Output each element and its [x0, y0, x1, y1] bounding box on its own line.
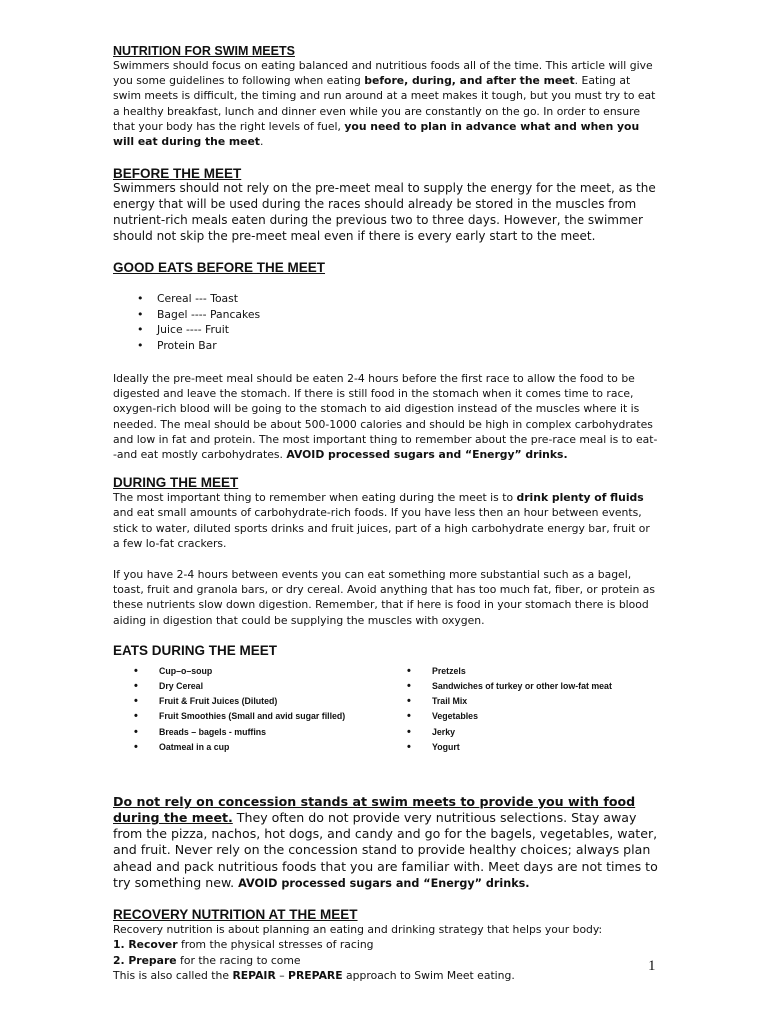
recovery-approach: [113, 968, 658, 983]
recovery-intro: Recovery nutrition is about planning an eating and drinking strategy that helps your body:: [113, 923, 603, 937]
list-item: • Protein Bar: [157, 338, 658, 353]
premeal-text: Ideally the pre-meet meal should be eaten 2-4 hours before the first race to allow the food to be digested and leave the stomach. If there is still food in the stomach when it comes time to race, oxygen-rich blood will be going to the stomach to aid digestion instead of the muscles where it is needed. The meal should be about 500-1000 calories and should be high in complex carbohydrates and low in fat and protein. The most important thing to remember about the pre-race meal is to eat--and eat mostly carbohydrates.: [113, 372, 658, 462]
list-item: • Oatmeal in a cup: [134, 740, 345, 755]
list-item: • Fruit & Fruit Juices (Diluted): [134, 694, 345, 709]
list-item: • Dry Cereal: [134, 679, 345, 694]
premeal-paragraph: [113, 371, 658, 462]
during-paragraph: [113, 490, 658, 551]
during-paragraph-2: If you have 2-4 hours between events you can eat something more substantial such as a bagel, toast, fruit and granola bars, or dry cereal. Avoid anything that has too much fat, fiber, or protein as these nutrients slow down digestion. Remember, that if here is food in your stomach there is blood aiding in digestion that could be supplying the muscles with oxygen.: [113, 568, 656, 627]
list-item: • Vegetables: [407, 709, 612, 724]
recovery-approach-text-2: approach to Swim Meet eating.: [342, 968, 515, 982]
recovery-point-2: [113, 953, 658, 968]
list-item: • Trail Mix: [407, 694, 612, 709]
list-item: • Cereal --- Toast: [157, 291, 658, 306]
before-heading: BEFORE THE MEET: [113, 166, 242, 182]
concession-paragraph: [113, 794, 658, 892]
good-eats-heading: GOOD EATS BEFORE THE MEET: [113, 260, 326, 276]
recovery-point-2-text: for the racing to come: [176, 953, 301, 967]
intro-paragraph: [113, 58, 658, 149]
list-item: • Juice ---- Fruit: [157, 322, 658, 337]
premeal-warning: AVOID processed sugars and “Energy” drinks.: [286, 448, 568, 462]
eats-right-column: [407, 664, 612, 755]
document-page: [113, 44, 658, 983]
list-item: • Jerky: [407, 725, 612, 740]
list-item: • Cup–o–soup: [134, 664, 345, 679]
during-bold: drink plenty of fluids: [516, 491, 644, 505]
intro-text-2: . Eating at swim meets is difficult, the timing and run around at a meet makes it tough, but you must try to eat a healthy breakfast, lunch and dinner even while you are constantly on the go. In order to ensure that your body has the right levels of fuel,: [113, 74, 656, 133]
good-eats-list: [113, 291, 658, 353]
intro-bold-2: you need to plan in advance what and when you will eat during the meet: [113, 119, 640, 149]
recovery-point-1: [113, 937, 658, 952]
intro-text-3: .: [259, 135, 264, 149]
before-paragraph: Swimmers should not rely on the pre-meet meal to supply the energy for the meet, as the energy that will be used during the races should already be stored in the muscles from nutrient-rich meals eaten during the previous two to three days. However, the swimmer should not skip the pre-meet meal even if there is every early start to the meet.: [113, 181, 656, 243]
list-item: • Bagel ---- Pancakes: [157, 307, 658, 322]
list-item: • Pretzels: [407, 664, 612, 679]
concession-warning: AVOID processed sugars and “Energy” drinks.: [238, 876, 530, 890]
recovery-approach-dash: –: [275, 968, 289, 982]
recovery-point-2-label: 2. Prepare: [113, 953, 177, 967]
intro-bold-1: before, during, and after the meet: [364, 74, 575, 88]
during-text-1: The most important thing to remember when eating during the meet is to: [113, 491, 517, 505]
intro-text-1: Swimmers should focus on eating balanced and nutritious foods all of the time. This article will give you some guidelines to following when eating: [113, 59, 653, 88]
list-item: • Yogurt: [407, 740, 612, 755]
concession-text: They often do not provide very nutritious selections. Stay away from the pizza, nachos, hot dogs, and candy and go for the bagels, vegetables, water, and fruit. Never rely on the concession stand to provide healthy choices; always plan ahead and pack nutritious foods that you are familiar with. Meet days are not times to try something new.: [113, 810, 658, 890]
recovery-point-1-text: from the physical stresses of racing: [177, 938, 374, 952]
recovery-point-1-label: 1. Recover: [113, 938, 178, 952]
repair-label: REPAIR: [232, 968, 276, 982]
prepare-label: PREPARE: [288, 968, 343, 982]
list-item: • Breads – bagels - muffins: [134, 725, 345, 740]
page-number: 1: [648, 958, 656, 974]
list-item: • Fruit Smoothies (Small and avid sugar filled): [134, 709, 345, 724]
eats-during-columns: [113, 664, 658, 764]
recovery-heading: RECOVERY NUTRITION AT THE MEET: [113, 907, 358, 923]
eats-left-column: [134, 664, 345, 755]
eats-during-heading: EATS DURING THE MEET: [113, 642, 278, 658]
concession-lead: Do not rely on concession stands at swim meets to provide you with food during the meet.: [113, 793, 636, 826]
list-item: • Sandwiches of turkey or other low-fat meat: [407, 679, 612, 694]
during-heading: DURING THE MEET: [113, 475, 239, 491]
recovery-approach-text-1: This is also called the: [113, 968, 233, 982]
page-title: NUTRITION FOR SWIM MEETS: [113, 44, 295, 58]
during-text-2: and eat small amounts of carbohydrate-rich foods. If you have less then an hour between events, stick to water, diluted sports drinks and fruit juices, part of a high carbohydrate energy bar, fruit or a few lo-fat crackers.: [113, 506, 650, 550]
